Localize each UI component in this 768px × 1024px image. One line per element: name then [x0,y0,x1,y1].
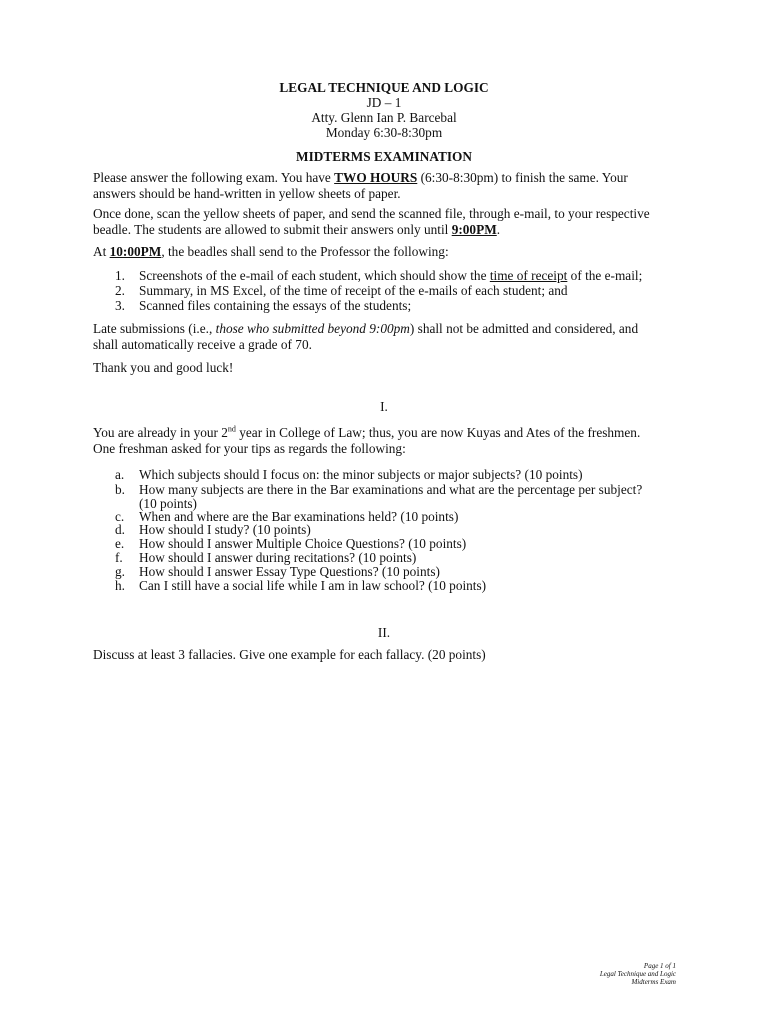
part-1-intro: You are already in your 2nd year in College of Law; thus, you are now Kuyas and Ates of the freshmen. One freshman asked for your tips as regards the following: [93,424,641,456]
closing-remark: Thank you and good luck! [93,360,234,375]
part-1-numeral: I. [380,399,388,414]
instruction-paragraph-4: Late submissions (i.e., those who submitted beyond 9:00pm) shall not be admitted and considered, and shall automatically receive a grade of 70. [93,321,639,352]
footer-exam: Midterms Exam [631,978,676,986]
schedule: Monday 6:30-8:30pm [325,125,443,140]
instruction-paragraph-3: At 10:00PM, the beadles shall send to the Professor the following: [93,244,449,259]
course-title: LEGAL TECHNIQUE AND LOGIC [279,80,489,95]
section-label: JD – 1 [366,95,402,110]
part-2-numeral: II. [377,625,391,640]
part-2-question: Discuss at least 3 fallacies. Give one example for each fallacy. (20 points) [93,647,486,662]
footer-course: Legal Technique and Logic [599,970,676,978]
footer-page-number: Page 1 of 1 [643,962,676,970]
exam-title: MIDTERMS EXAMINATION [296,149,472,164]
professor-name: Atty. Glenn Ian P. Barcebal [311,110,457,125]
instruction-paragraph-2: Once done, scan the yellow sheets of paper, and send the scanned file, through e-mail, to your respective beadle. The students are allowed to submit their answers only until 9:00PM. [93,206,650,237]
instruction-paragraph-1: Please answer the following exam. You have TWO HOURS (6:30-8:30pm) to finish the same. Your answers should be hand-written in yellow sheets of paper. [93,170,628,201]
exam-page: LEGAL TECHNIQUE AND LOGIC JD – 1 Atty. Glenn Ian P. Barcebal Monday 6:30-8:30pm MIDTERMS EXAMINATION Please answer the following exam. You have TWO HOURS (6:30-8:30pm) to finish the same. Your answers should be hand-written in yellow sheets of paper. Once done, scan the yellow sheets of paper, and send the scanned file, through e-mail, to your respective beadle. The students are allowed to submit their answers only until 9:00PM. At 10:00PM, the beadles shall send to the Professor the following: 1. Screenshots of the e-mail of each student, which should show the time of receipt of the e-mail; 2. Summary, in MS Excel, of the time of receipt of the e-mails of each student; and 3. Scanned files containing the essays of the students; Late submissions (i.e., those who submitted beyond 9:00pm) shall not be admitted and considered, and shall automatically receive a grade of 70. Thank you and good luck! I. You are already in your 2nd year in College of Law; thus, you are now Kuyas and Ates of the freshmen. One freshman asked for your tips as regards the following: a. Which subjects should I focus on: the minor subjects or major subjects? (10 points) b. How many subjects are there in the Bar examinations and what are the percentage per subject? (10 points) c. When and where are the Bar examinations held? (10 points) d. How should I study? (10 points) e. How should I answer Multiple Choice Questions? (10 points) f. How should I answer during recitations? (10 points) g. How should I answer Essay Type Questions? (10 points) h. Can I still have a social life while I am in law school? (10 points) II. Discuss at least 3 fallacies. Give one example for each fallacy. (20 points) Page 1 of 1 Legal Technique and Logic Midterms Exam [0,0,768,1024]
